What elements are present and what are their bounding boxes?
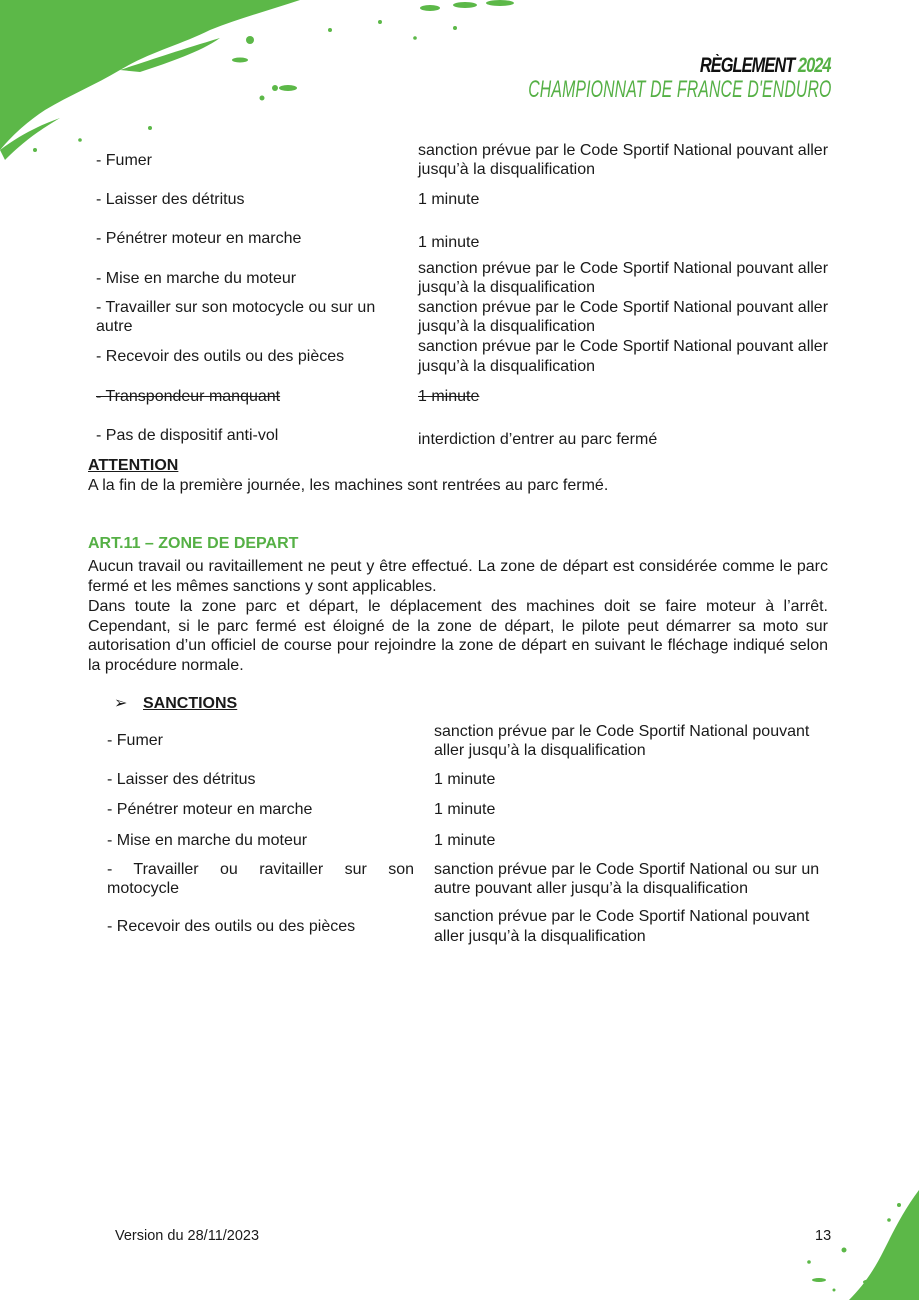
sanction-cell: sanction prévue par le Code Sportif National pouvant aller	[418, 338, 829, 355]
title-word: RÈGLEMENT	[700, 54, 795, 77]
offense-cell: - Laisser des détritus	[107, 771, 256, 788]
sanction-cell: sanction prévue par le Code Sportif National pouvant aller	[418, 299, 829, 316]
sanction-cell: 1 minute	[434, 832, 496, 849]
article-paragraph: Aucun travail ou ravitaillement ne peut y être effectué. La zone de départ est considérée comme le parc fermé et les mêmes sanctions y sont applicables.	[88, 558, 828, 595]
attention-text: A la fin de la première journée, les machines sont rentrées au parc fermé.	[88, 477, 609, 494]
sanction-cell: sanction prévue par le Code Sportif National pouvant aller	[418, 142, 829, 159]
offense-cell: - Laisser des détritus	[96, 191, 245, 208]
offense-cell: - Fumer	[107, 732, 163, 749]
sanction-cell-struck: 1 minute	[418, 388, 480, 405]
sanction-cell: jusqu’à la disqualification	[418, 161, 595, 178]
offense-cell: - Recevoir des outils ou des pièces	[107, 918, 356, 935]
sanction-cell: interdiction d’entrer au parc fermé	[418, 431, 658, 448]
offense-cell-struck: - Transpondeur manquant	[96, 388, 281, 405]
sanction-cell: autre pouvant aller jusqu’à la disqualification	[434, 880, 748, 897]
sanction-cell: jusqu’à la disqualification	[418, 358, 595, 375]
sanction-cell: jusqu’à la disqualification	[418, 279, 595, 296]
article-heading: ART.11 – ZONE DE DEPART	[88, 535, 299, 552]
offense-cell: - Recevoir des outils ou des pièces	[96, 348, 345, 365]
offense-cell: - Mise en marche du moteur	[96, 270, 297, 287]
article-paragraph: Dans toute la zone parc et départ, le déplacement des machines doit se faire moteur à l’arrêt. Cependant, si le parc fermé est éloigné de la zone de départ, le pilote peut démarrer sa moto sur autorisation d’un officiel de course pour rejoindre la zone de départ en suivant le fléchage indiqué selon la procédure normale.	[88, 598, 828, 674]
footer-version: Version du 28/11/2023	[115, 1228, 260, 1244]
sanction-cell: sanction prévue par le Code Sportif National ou sur un	[434, 861, 820, 878]
sanction-cell: jusqu’à la disqualification	[418, 318, 595, 335]
sanction-cell: 1 minute	[418, 234, 480, 251]
document-title	[700, 54, 831, 78]
sanction-cell: 1 minute	[418, 191, 480, 208]
offense-cell: motocycle	[107, 880, 180, 897]
offense-cell: - Pas de dispositif anti-vol	[96, 427, 279, 444]
offense-cell: - Travailler sur son motocycle ou sur un	[96, 299, 376, 316]
offense-cell: - Mise en marche du moteur	[107, 832, 308, 849]
attention-heading: ATTENTION	[88, 457, 179, 474]
sanction-cell: sanction prévue par le Code Sportif National pouvant aller	[418, 260, 829, 277]
sanction-cell: sanction prévue par le Code Sportif National pouvant	[434, 908, 810, 925]
green-brush-splash-bottom	[749, 1190, 919, 1300]
title-year: 2024	[798, 54, 831, 77]
offense-cell: autre	[96, 318, 133, 335]
sanction-cell: aller jusqu’à la disqualification	[434, 928, 646, 945]
document-subtitle: CHAMPIONNAT DE FRANCE D'ENDURO	[527, 76, 831, 103]
offense-cell: - Travailler ou ravitailler sur son	[107, 861, 414, 878]
sanction-cell: sanction prévue par le Code Sportif National pouvant	[434, 723, 810, 740]
offense-cell: - Pénétrer moteur en marche	[107, 801, 313, 818]
sanction-cell: 1 minute	[434, 801, 496, 818]
sanctions-heading: SANCTIONS	[143, 695, 238, 712]
bullet-arrow-icon: ➢	[114, 695, 128, 712]
page-number: 13	[815, 1228, 832, 1244]
offense-cell: - Pénétrer moteur en marche	[96, 230, 302, 247]
sanction-cell: 1 minute	[434, 771, 496, 788]
sanction-cell: aller jusqu’à la disqualification	[434, 742, 646, 759]
offense-cell: - Fumer	[96, 152, 152, 169]
